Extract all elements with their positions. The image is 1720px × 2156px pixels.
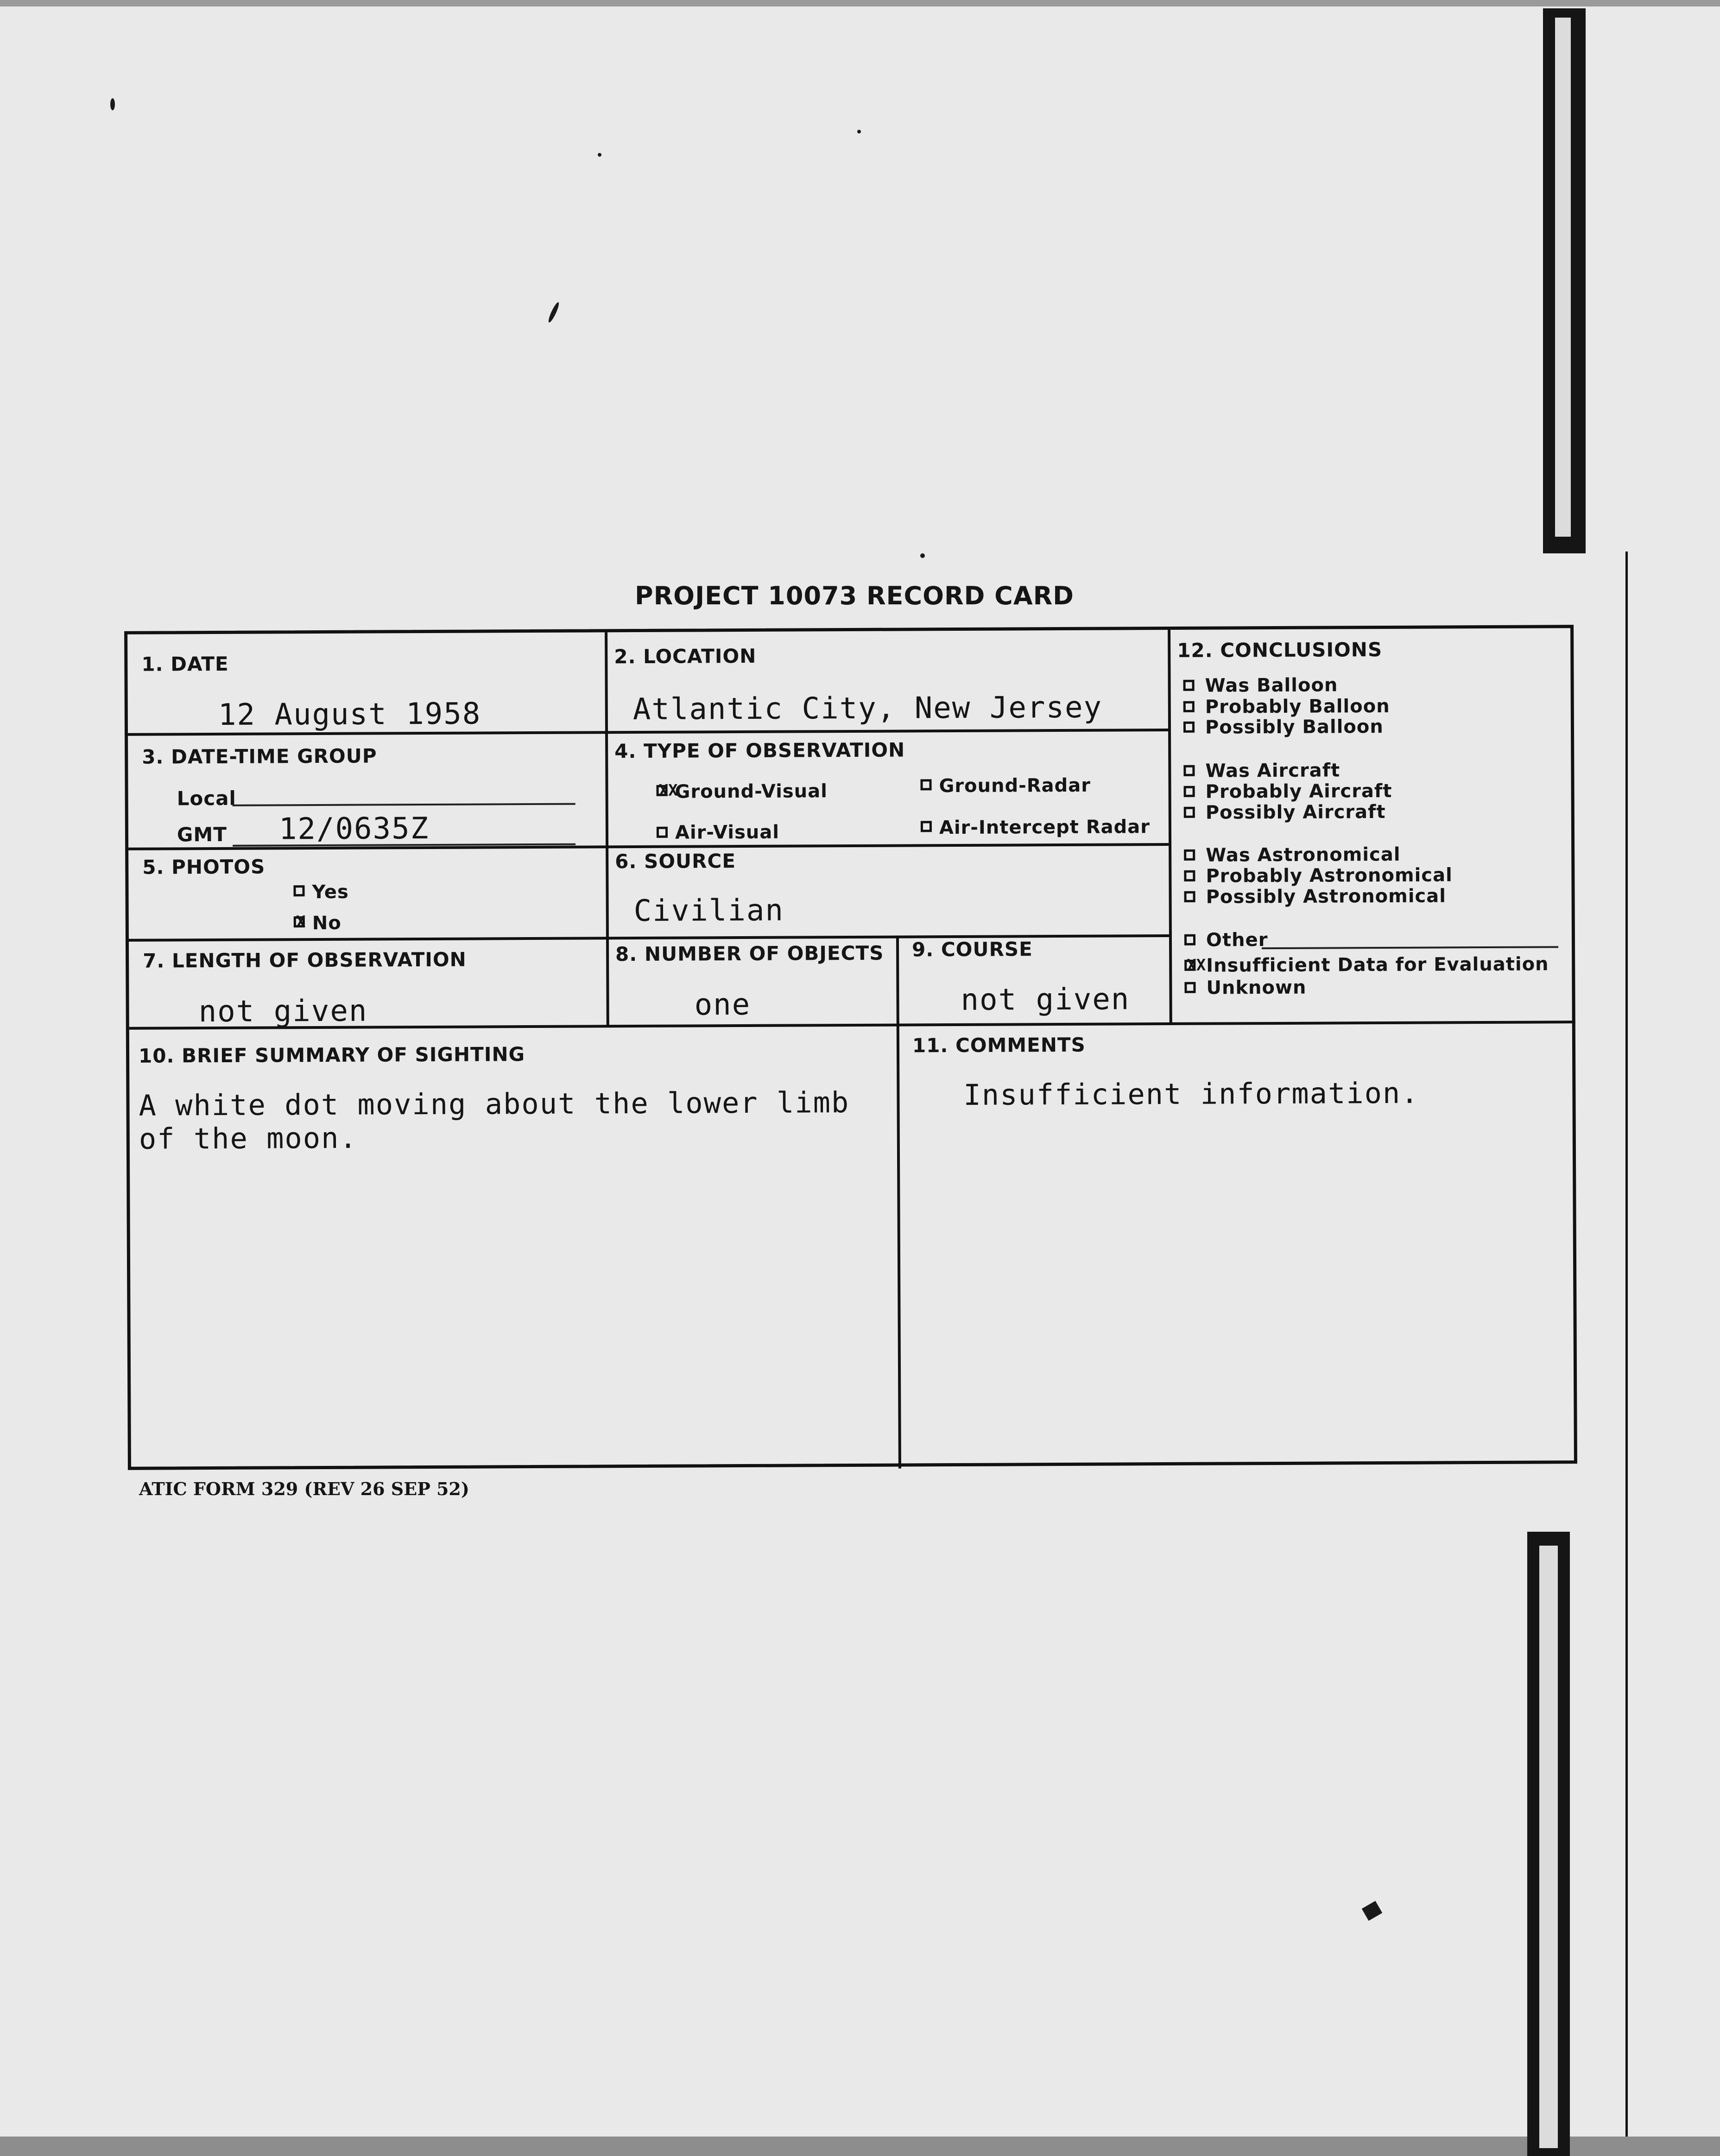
checkbox-probably-balloon[interactable]	[1183, 701, 1195, 712]
speck	[857, 130, 861, 133]
comments-value: Insufficient information.	[963, 1076, 1419, 1112]
option-other: Other	[1206, 929, 1268, 951]
option-probably-aircraft: Probably Aircraft	[1205, 780, 1392, 803]
length-value: not given	[198, 994, 368, 1029]
option-possibly-balloon: Possibly Balloon	[1205, 716, 1384, 738]
checkbox-photos-yes[interactable]	[293, 885, 304, 896]
checkbox-possibly-astronomical[interactable]	[1184, 891, 1195, 902]
checkbox-other[interactable]	[1184, 934, 1195, 945]
checkbox-ground-radar[interactable]	[920, 779, 931, 790]
option-was-aircraft: Was Aircraft	[1205, 760, 1341, 782]
local-label: Local	[177, 786, 237, 810]
speck	[547, 301, 560, 323]
scan-top-edge	[0, 0, 1720, 6]
option-possibly-aircraft: Possibly Aircraft	[1205, 801, 1386, 824]
course-value: not given	[961, 982, 1130, 1017]
photos-label: 5. PHOTOS	[142, 855, 266, 879]
binder-strip-top	[1543, 8, 1586, 553]
checkbox-was-astronomical[interactable]	[1184, 850, 1195, 861]
location-value: Atlantic City, New Jersey	[632, 690, 1103, 727]
number-of-objects-value: one	[694, 987, 751, 1022]
summary-label: 10. BRIEF SUMMARY OF SIGHTING	[138, 1043, 525, 1067]
conclusions-label: 12. CONCLUSIONS	[1177, 638, 1383, 662]
speck	[598, 153, 601, 157]
summary-line-2: of the moon.	[139, 1121, 358, 1156]
gmt-label: GMT	[177, 823, 228, 846]
form-identifier: ATIC FORM 329 (REV 26 SEP 52)	[139, 1478, 469, 1499]
col-divider-2	[896, 936, 901, 1469]
checkbox-was-balloon[interactable]	[1183, 680, 1195, 691]
option-was-astronomical: Was Astronomical	[1206, 843, 1401, 866]
summary-line-1: A white dot moving about the lower limb	[139, 1085, 850, 1122]
checkbox-probably-astronomical[interactable]	[1184, 870, 1195, 881]
option-photos-yes: Yes	[312, 881, 349, 903]
checkbox-unknown[interactable]	[1184, 982, 1195, 993]
source-value: Civilian	[633, 893, 784, 929]
option-was-balloon: Was Balloon	[1205, 674, 1338, 697]
location-label: 2. LOCATION	[614, 644, 757, 668]
checkbox-possibly-balloon[interactable]	[1183, 722, 1195, 733]
local-underline	[233, 803, 575, 806]
page-edge-line	[1625, 552, 1628, 2137]
option-air-visual: Air-Visual	[675, 821, 780, 843]
col-divider-3	[1168, 630, 1172, 1024]
course-label: 9. COURSE	[911, 938, 1033, 961]
option-unknown: Unknown	[1206, 977, 1307, 999]
record-card	[124, 625, 1577, 1470]
speck	[110, 98, 115, 110]
number-of-objects-label: 8. NUMBER OF OBJECTS	[615, 941, 884, 966]
comments-label: 11. COMMENTS	[912, 1033, 1086, 1057]
option-probably-balloon: Probably Balloon	[1205, 695, 1390, 718]
checkbox-photos-no[interactable]: X	[294, 916, 305, 927]
checkbox-possibly-aircraft[interactable]	[1184, 807, 1195, 818]
checkbox-ground-visual[interactable]: XX	[657, 785, 668, 796]
checkbox-probably-aircraft[interactable]	[1184, 786, 1195, 797]
option-possibly-astronomical: Possibly Astronomical	[1206, 885, 1447, 908]
date-value: 12 August 1958	[218, 697, 481, 732]
date-label: 1. DATE	[141, 652, 229, 676]
gmt-value: 12/0635Z	[278, 811, 430, 847]
option-insufficient-data: Insufficient Data for Evaluation	[1206, 953, 1549, 977]
source-label: 6. SOURCE	[615, 850, 736, 873]
checkbox-air-intercept-radar[interactable]	[921, 821, 932, 832]
speck	[1362, 1901, 1382, 1921]
checkbox-insufficient-data[interactable]: XX	[1184, 960, 1195, 971]
option-photos-no: No	[312, 912, 341, 934]
checkbox-air-visual[interactable]	[657, 827, 668, 838]
option-probably-astronomical: Probably Astronomical	[1206, 864, 1453, 887]
card-title: PROJECT 10073 RECORD CARD	[635, 581, 1075, 610]
col-divider-1	[605, 632, 609, 1026]
speck	[920, 553, 925, 558]
option-ground-radar: Ground-Radar	[939, 774, 1091, 797]
option-ground-visual: Ground-Visual	[675, 780, 828, 803]
type-of-observation-label: 4. TYPE OF OBSERVATION	[614, 738, 905, 763]
checkbox-was-aircraft[interactable]	[1183, 765, 1195, 776]
scan-bottom-edge	[0, 2137, 1720, 2156]
binder-strip-bottom	[1527, 1532, 1570, 2156]
other-underline	[1262, 946, 1558, 949]
length-label: 7. LENGTH OF OBSERVATION	[143, 948, 467, 972]
dtg-label: 3. DATE-TIME GROUP	[142, 744, 377, 768]
option-air-intercept-radar: Air-Intercept Radar	[939, 816, 1151, 839]
